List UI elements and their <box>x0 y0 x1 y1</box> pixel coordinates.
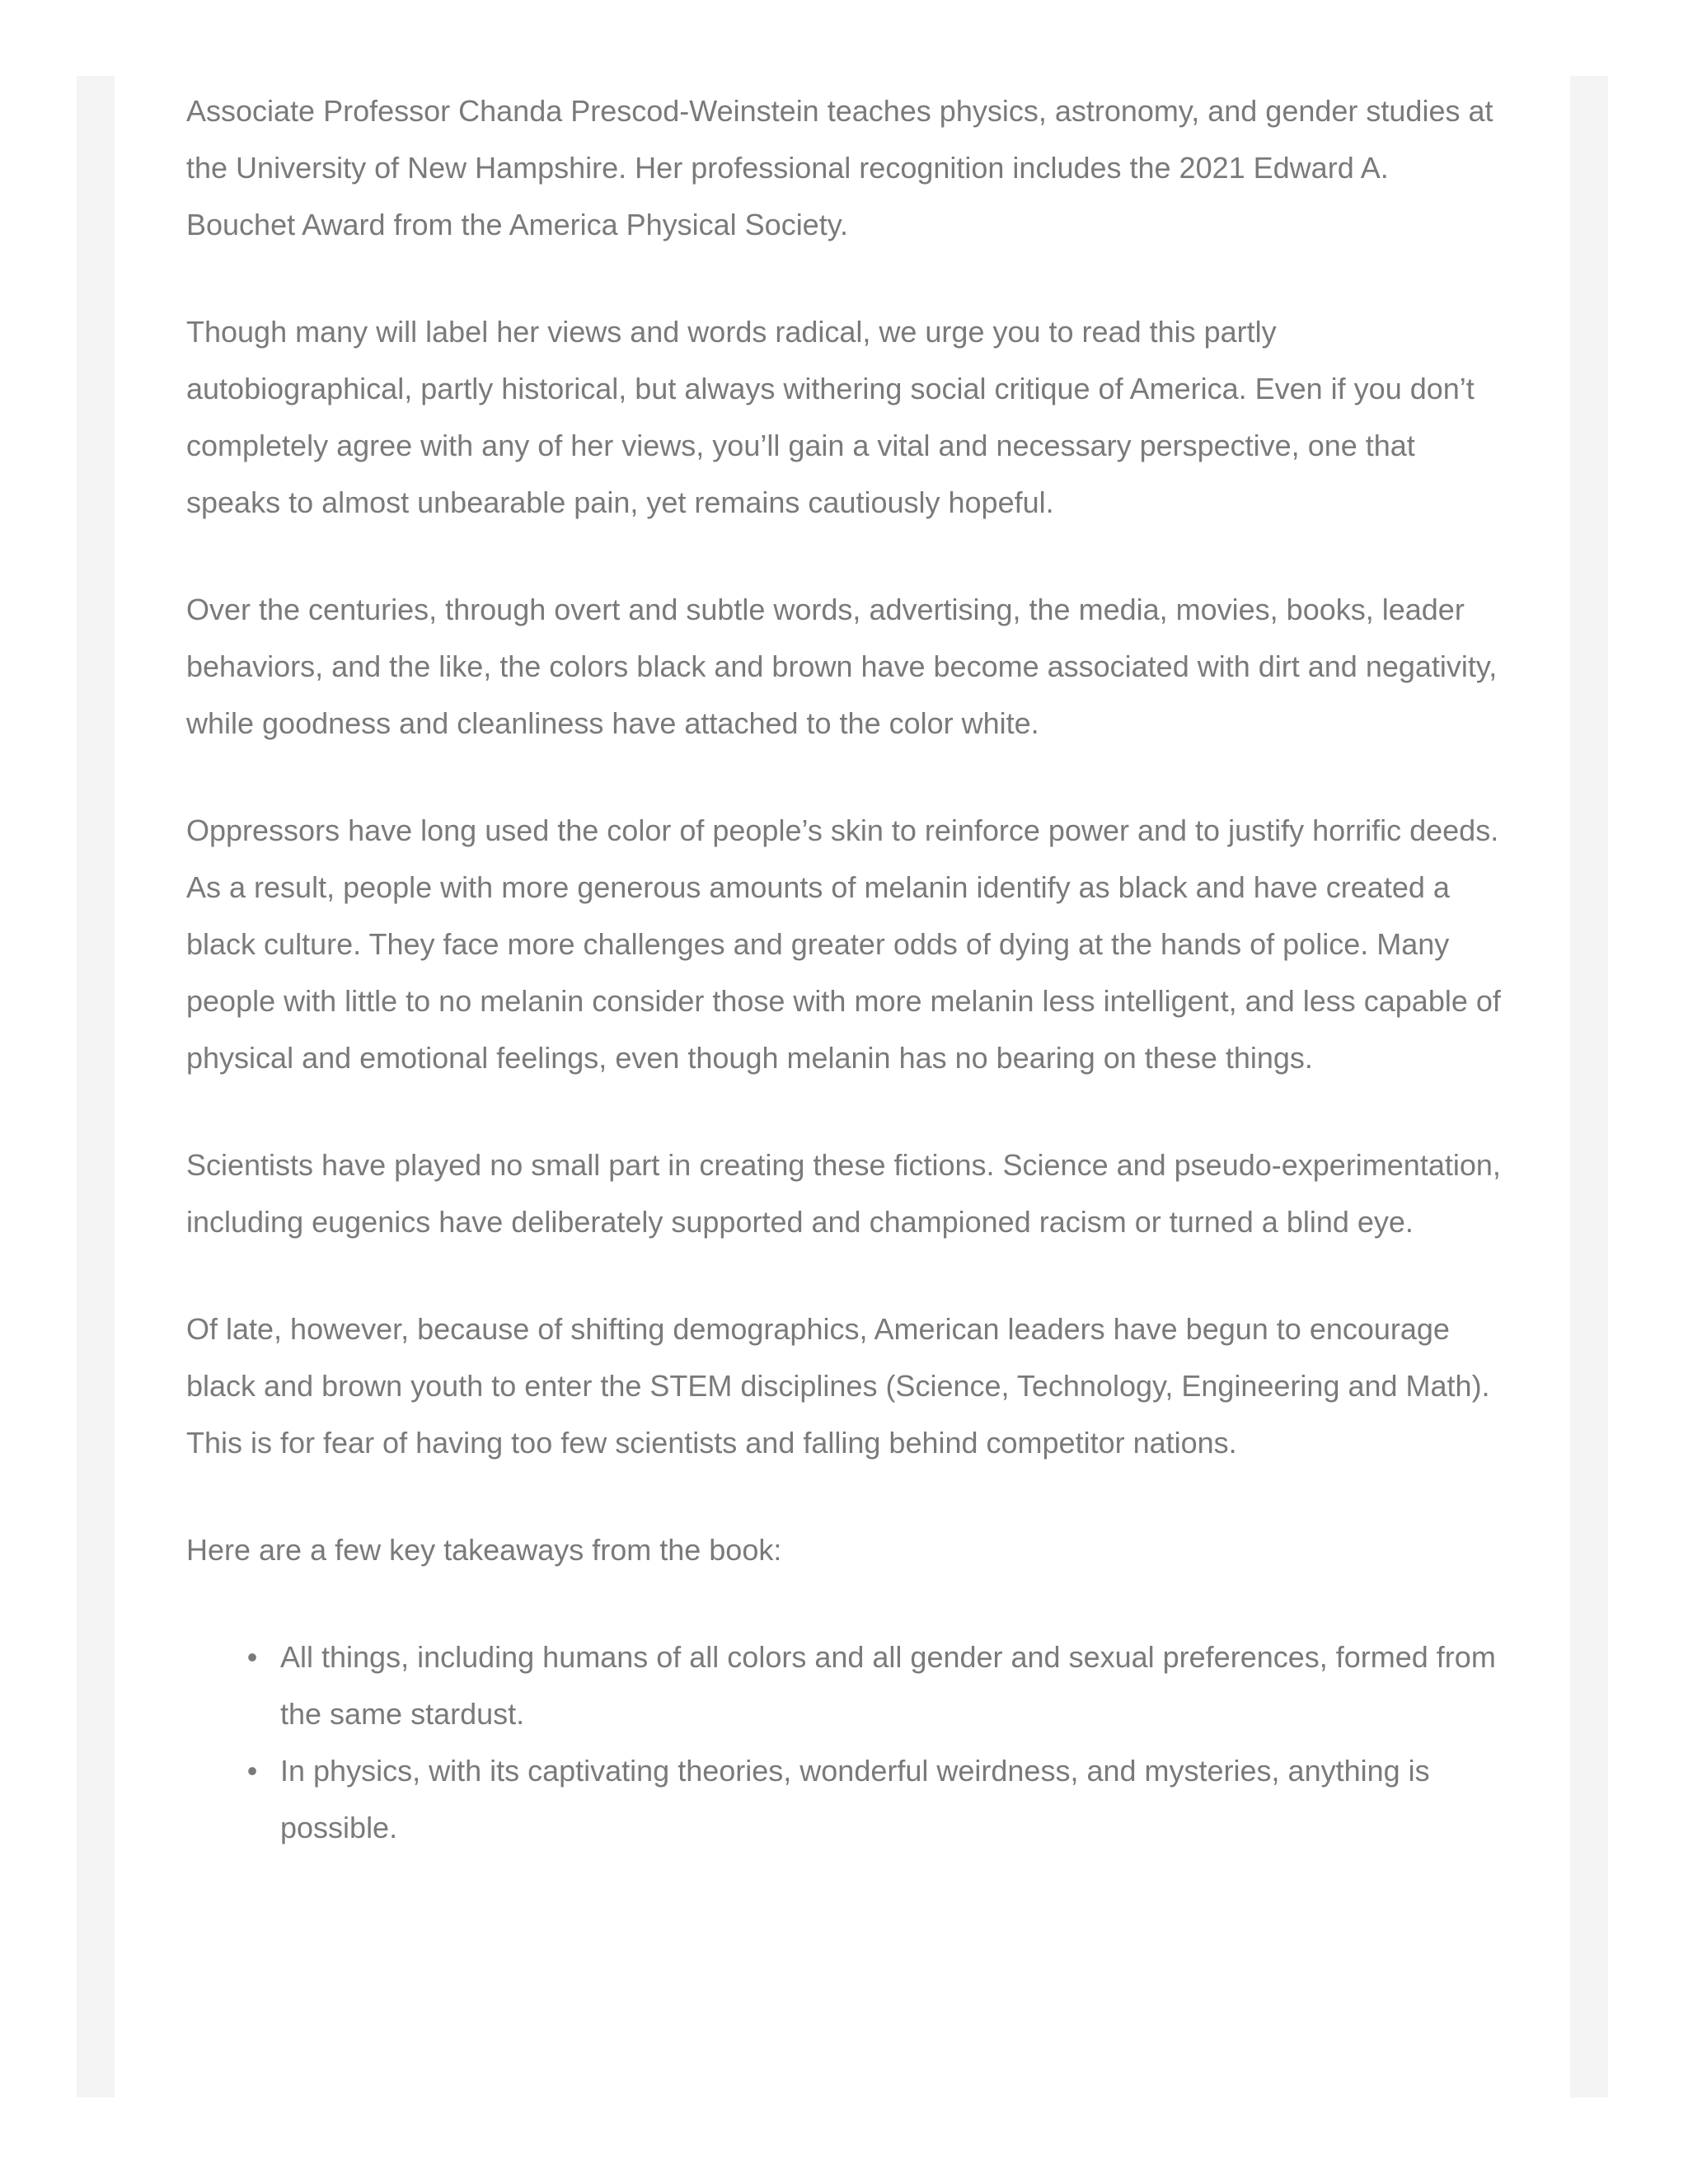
article-body <box>186 82 1505 1856</box>
paragraph-recommendation: Though many will label her views and words radical, we urge you to read this partly autobiographical, partly historical, but always withering social critique of America. Even if you don’t completely agree with any of her views, you’ll gain a vital and necessary perspective, one that speaks to almost unbearable pain, yet remains cautiously hopeful. <box>186 315 1475 519</box>
list-item <box>246 1629 1505 1742</box>
paragraph-color-associations: Over the centuries, through overt and subtle words, advertising, the media, movies, books, leader behaviors, and the like, the colors black and brown have become associated with dirt and negativity, while goodness and cleanliness have attached to the color white. <box>186 593 1498 740</box>
paragraph-oppressors: Oppressors have long used the color of people’s skin to reinforce power and to justify horrific deeds. As a result, people with more generous amounts of melanin identify as black and have created a black culture. They face more challenges and greater odds of dying at the hands of police. Many people with little to no melanin consider those with more melanin less intelligent, and less capable of physical and emotional feelings, even though melanin has no bearing on these things. <box>186 813 1501 1075</box>
paragraph-author-bio: Associate Professor Chanda Prescod-Weinstein teaches physics, astronomy, and gender studies at the University of New Hampshire. Her professional recognition includes the 2021 Edward A. Bouchet Award from the America Physical Society. <box>186 94 1493 241</box>
takeaways-list <box>186 1629 1505 1856</box>
paragraph-takeaways-intro: Here are a few key takeaways from the book: <box>186 1533 782 1567</box>
left-margin-bar <box>77 76 115 2097</box>
paragraph-scientists: Scientists have played no small part in creating these fictions. Science and pseudo-experimentation, including eugenics have deliberately supported and championed racism or turned a blind eye. <box>186 1148 1501 1239</box>
bullet-icon: • <box>246 1640 258 1674</box>
takeaway-text: All things, including humans of all colors and all gender and sexual preferences, formed from the same stardust. <box>280 1640 1496 1731</box>
paragraph-stem: Of late, however, because of shifting demographics, American leaders have begun to encourage black and brown youth to enter the STEM disciplines (Science, Technology, Engineering and Math). This is for fear of having too few scientists and falling behind competitor nations. <box>186 1312 1490 1460</box>
takeaway-text: In physics, with its captivating theories, wonderful weirdness, and mysteries, anything is possible. <box>280 1754 1430 1844</box>
right-margin-bar <box>1570 76 1608 2097</box>
bullet-icon: • <box>246 1754 258 1788</box>
list-item <box>246 1742 1505 1856</box>
